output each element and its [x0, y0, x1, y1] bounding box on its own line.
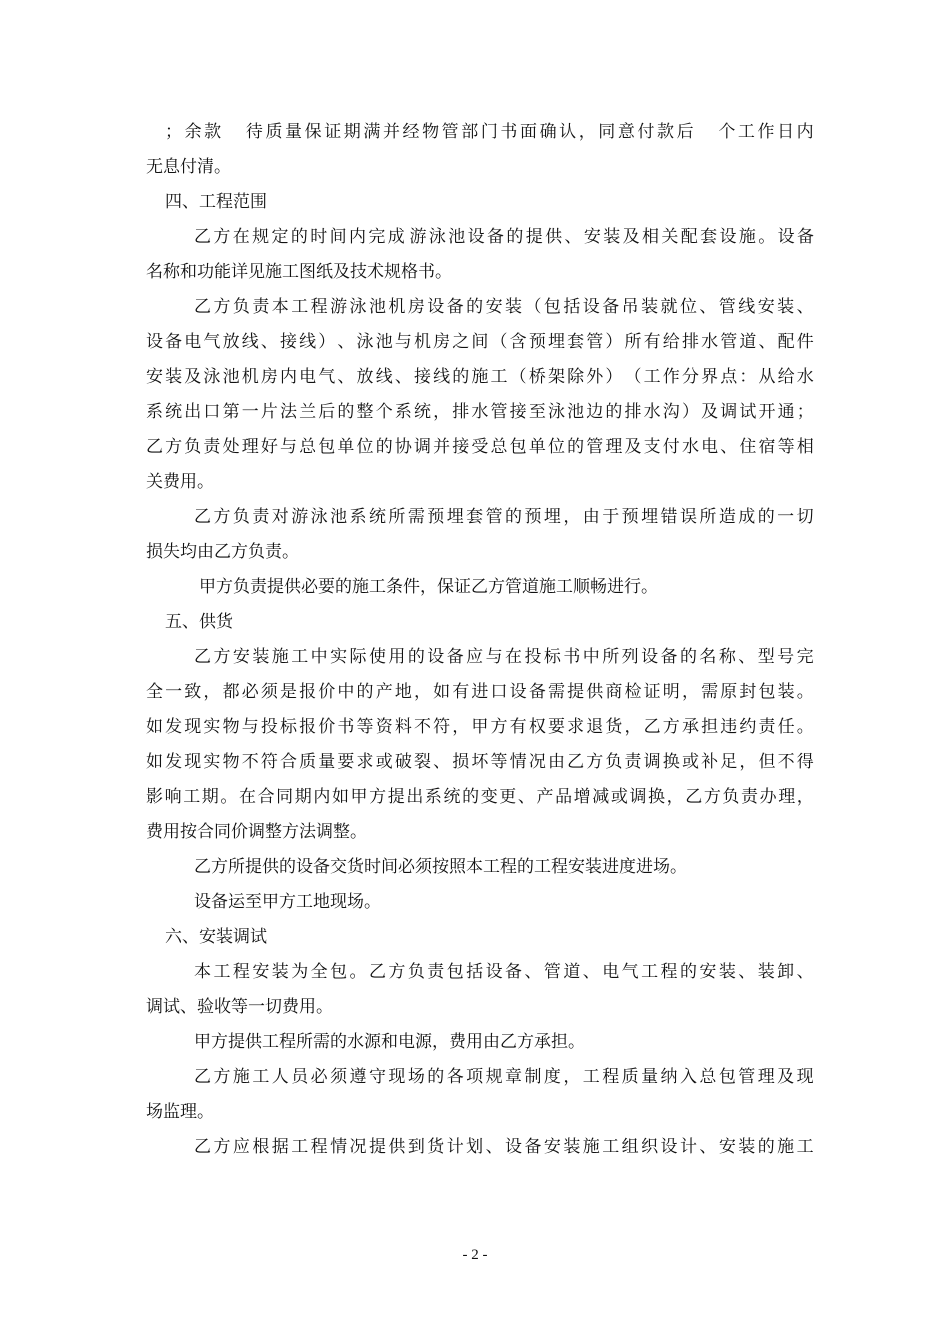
- text-line: 如 发 现 实 物 与 投 标 报 价 书 等 资 料 不 符 ， 甲 方 有 权 要 求 退 货 ， 乙 方 承 担 违 约 责 任 。: [146, 717, 814, 737]
- text-line: 乙 方 应 根 据 工 程 情 况 提 供 到 货 计 划 、 设 备 安 装 施 工 组 织 设 计 、 安 装 的 施 工: [194, 1137, 814, 1157]
- page-number: - 2 -: [462, 1247, 488, 1263]
- text-line: 系 统 出 口 第 一 片 法 兰 后 的 整 个 系 统 ， 排 水 管 接 至 泳 池 边 的 排 水 沟 ） 及 调 试 开 通 ；: [146, 402, 814, 422]
- text-line: 设 备 电 气 放 线 、 接 线 ） 、 泳 池 与 机 房 之 间 （ 含 预 埋 套 管 ） 所 有 给 排 水 管 道 、 配 件: [146, 332, 814, 352]
- document-body: [146, 120, 814, 1170]
- text-line: 如 发 现 实 物 不 符 合 质 量 要 求 或 破 裂 、 损 坏 等 情 况 由 乙 方 负 责 调 换 或 补 足 ， 但 不 得: [146, 752, 814, 772]
- text-line: 损失均由乙方负责。: [146, 542, 299, 562]
- text-line: 设备运至甲方工地现场。: [194, 892, 381, 912]
- text-line: 调试、验收等一切费用。: [146, 997, 333, 1017]
- text-line: 乙方所提供的设备交货时间必须按照本工程的工程安装进度进场。: [194, 857, 687, 877]
- text-line: 乙 方 负 责 处 理 好 与 总 包 单 位 的 协 调 并 接 受 总 包 单 位 的 管 理 及 支 付 水 电 、 住 宿 等 相: [146, 437, 814, 457]
- text-line: 四、工程范围: [165, 192, 267, 212]
- text-line: 关费用。: [146, 472, 214, 492]
- text-line: 名称和功能详见施工图纸及技术规格书。: [146, 262, 452, 282]
- text-line: 全 一 致 ， 都 必 须 是 报 价 中 的 产 地 ， 如 有 进 口 设 备 需 提 供 商 检 证 明 ， 需 原 封 包 装 。: [146, 682, 814, 702]
- text-line: 五、供货: [165, 612, 233, 632]
- text-line: 乙 方 安 装 施 工 中 实 际 使 用 的 设 备 应 与 在 投 标 书 中 所 列 设 备 的 名 称 、 型 号 完: [194, 647, 814, 667]
- text-line: 乙 方 施 工 人 员 必 须 遵 守 现 场 的 各 项 规 章 制 度 ， 工 程 质 量 纳 入 总 包 管 理 及 现: [194, 1067, 814, 1087]
- text-line: 场监理。: [146, 1102, 214, 1122]
- text-line: 无息付清。: [146, 157, 231, 177]
- text-line: 甲方负责提供必要的施工条件，保证乙方管道施工顺畅进行。: [199, 577, 658, 597]
- text-line: 安 装 及 泳 池 机 房 内 电 气 、 放 线 、 接 线 的 施 工 （ 桥 架 除 外 ） （ 工 作 分 界 点 ： 从 给 水: [146, 367, 814, 387]
- text-line: 乙 方 负 责 本 工 程 游 泳 池 机 房 设 备 的 安 装 （ 包 括 设 备 吊 装 就 位 、 管 线 安 装 、: [194, 297, 814, 317]
- text-line: 乙 方 负 责 对 游 泳 池 系 统 所 需 预 埋 套 管 的 预 埋 ， 由 于 预 埋 错 误 所 造 成 的 一 切: [194, 507, 814, 527]
- text-line: 乙 方 在 规 定 的 时 间 内 完 成 游 泳 池 设 备 的 提 供 、 安 装 及 相 关 配 套 设 施 。 设 备: [194, 227, 814, 247]
- text-line: ； 余 款 待 质 量 保 证 期 满 并 经 物 管 部 门 书 面 确 认 ， 同 意 付 款 后 个 工 作 日 内: [165, 122, 814, 142]
- text-line: 本 工 程 安 装 为 全 包 。 乙 方 负 责 包 括 设 备 、 管 道 、 电 气 工 程 的 安 装 、 装 卸 、: [194, 962, 814, 982]
- text-line: 六、安装调试: [165, 927, 267, 947]
- text-line: 甲方提供工程所需的水源和电源，费用由乙方承担。: [194, 1032, 585, 1052]
- text-line: 影 响 工 期 。 在 合 同 期 内 如 甲 方 提 出 系 统 的 变 更 、 产 品 增 减 或 调 换 ， 乙 方 负 责 办 理 ，: [146, 787, 814, 807]
- text-line: 费用按合同价调整方法调整。: [146, 822, 367, 842]
